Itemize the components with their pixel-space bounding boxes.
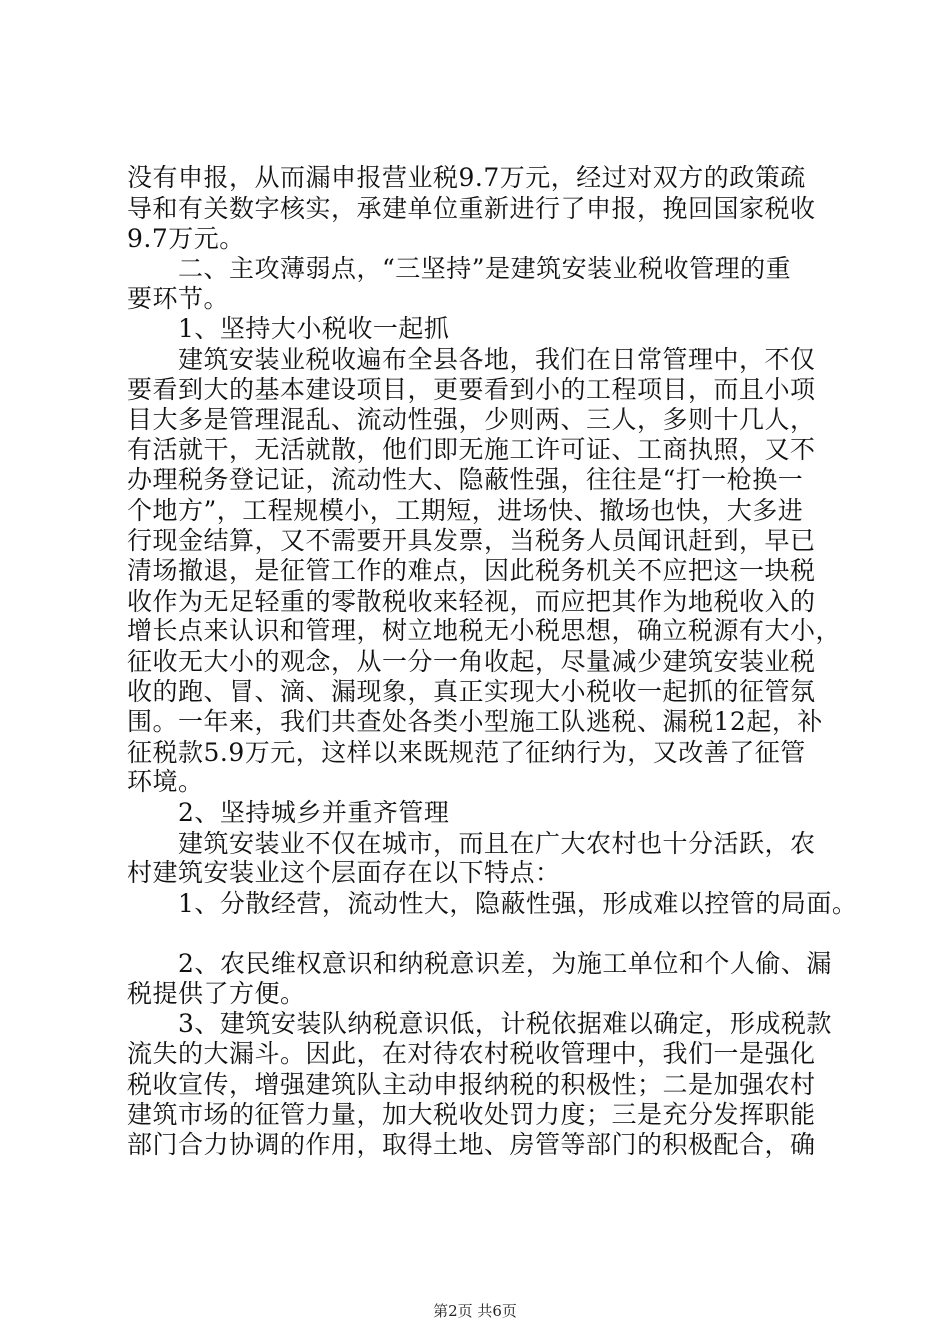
list-item: 1、分散经营，流动性大，隐蔽性强，形成难以控管的局面。 <box>178 889 858 918</box>
text-line: 收作为无足轻重的零散税收来轻视，而应把其作为地税收入的 <box>127 587 816 616</box>
text-line: 流失的大漏斗。因此，在对待农村税收管理中，我们一是强化 <box>127 1039 816 1068</box>
subsection-heading: 1、坚持大小税收一起抓 <box>178 314 450 343</box>
list-item: 2、农民维权意识和纳税意识差，为施工单位和个人偷、漏 <box>178 949 832 978</box>
text-line: 目大多是管理混乱、流动性强，少则两、三人，多则十几人， <box>127 405 816 434</box>
text-line: 9.7万元。 <box>127 224 245 253</box>
text-line: 收的跑、冒、滴、漏现象，真正实现大小税收一起抓的征管氛 <box>127 677 816 706</box>
list-item: 3、建筑安装队纳税意识低，计税依据难以确定，形成税款 <box>178 1009 832 1038</box>
text-line: 行现金结算，又不需要开具发票，当税务人员闻讯赶到，早已 <box>127 526 816 555</box>
text-line: 建筑安装业不仅在城市，而且在广大农村也十分活跃，农 <box>178 829 816 858</box>
text-line: 要环节。 <box>127 284 230 313</box>
text-line: 环境。 <box>127 767 204 796</box>
text-line: 建筑市场的征管力量，加大税收处罚力度；三是充分发挥职能 <box>127 1100 816 1129</box>
text-line: 有活就干，无活就散，他们即无施工许可证、工商执照，又不 <box>127 435 816 464</box>
text-line: 征收无大小的观念，从一分一角收起，尽量减少建筑安装业税 <box>127 647 816 676</box>
text-line: 建筑安装业税收遍布全县各地，我们在日常管理中，不仅 <box>178 345 816 374</box>
section-heading: 二、主攻薄弱点，“三坚持”是建筑安装业税收管理的重 <box>178 254 792 283</box>
subsection-heading: 2、坚持城乡并重齐管理 <box>178 798 450 827</box>
text-line: 村建筑安装业这个层面存在以下特点： <box>127 858 561 887</box>
text-line: 导和有关数字核实，承建单位重新进行了申报，挽回国家税收 <box>127 194 816 223</box>
text-line: 税收宣传，增强建筑队主动申报纳税的积极性；二是加强农村 <box>127 1070 816 1099</box>
text-line: 个地方”，工程规模小，工期短，进场快、撤场也快，大多进 <box>127 496 804 525</box>
text-line: 办理税务登记证，流动性大、隐蔽性强，往往是“打一枪换一 <box>127 465 804 494</box>
text-line: 围。一年来，我们共查处各类小型施工队逃税、漏税12起，补 <box>127 707 823 736</box>
text-line: 没有申报，从而漏申报营业税9.7万元，经过对双方的政策疏 <box>127 163 806 192</box>
page-number-footer: 第2页 共6页 <box>433 1302 517 1320</box>
text-line: 要看到大的基本建设项目，更要看到小的工程项目，而且小项 <box>127 375 816 404</box>
text-line: 征税款5.9万元，这样以来既规范了征纳行为，又改善了征管 <box>127 738 806 767</box>
text-line: 部门合力协调的作用，取得土地、房管等部门的积极配合，确 <box>127 1130 816 1159</box>
text-line: 增长点来认识和管理，树立地税无小税思想，确立税源有大小， <box>127 616 842 645</box>
text-line: 税提供了方便。 <box>127 979 306 1008</box>
text-line: 清场撤退，是征管工作的难点，因此税务机关不应把这一块税 <box>127 556 816 585</box>
